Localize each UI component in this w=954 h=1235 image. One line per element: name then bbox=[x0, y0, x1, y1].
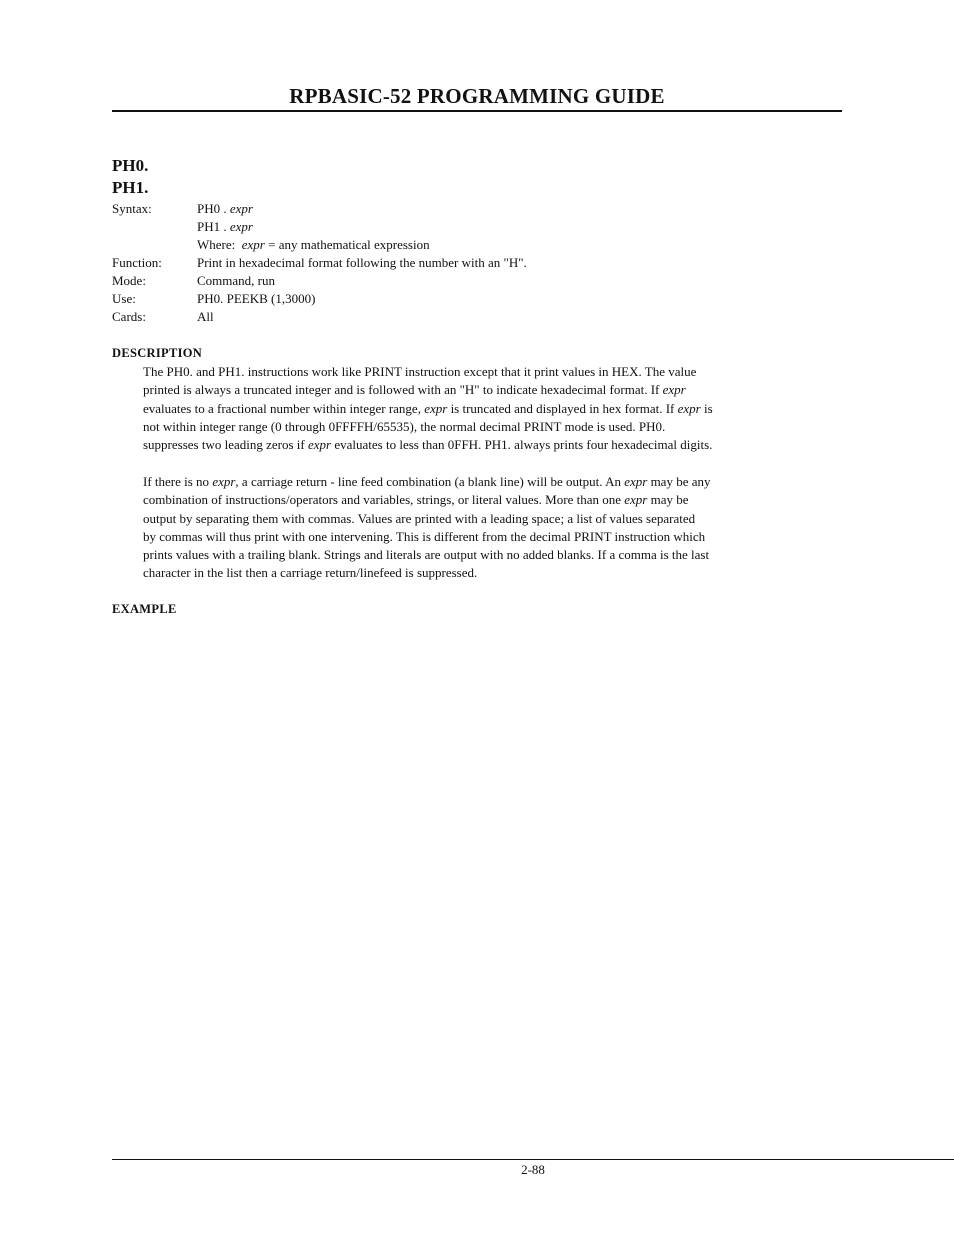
desc-p2-line1-text-a: If there is no bbox=[143, 474, 213, 489]
desc-p1-line3-expr-a: expr bbox=[424, 400, 448, 416]
description-paragraph-1 bbox=[143, 363, 843, 454]
syntax-ph1-command: PH1 . bbox=[197, 219, 230, 234]
desc-p2-line3: output by separating them with commas. Values are printed with a leading space; a list of values separated bbox=[143, 510, 696, 526]
syntax-where-line bbox=[197, 236, 430, 254]
syntax-ph0-command: PH0 . bbox=[197, 201, 230, 216]
desc-p1-line4: not within integer range (0 through 0FFFFH/65535), the normal decimal PRINT mode is used. PH0. bbox=[143, 418, 666, 434]
example-heading: EXAMPLE bbox=[112, 602, 177, 616]
syntax-ph0-argument: expr bbox=[229, 201, 253, 216]
desc-p2-line4: by commas will thus print with one intervening. This is different from the decimal PRINT instruction which bbox=[143, 528, 706, 544]
desc-p1-line1: The PH0. and PH1. instructions work like PRINT instruction except that it print values in HEX. The value bbox=[143, 364, 697, 379]
desc-p1-line2-expr: expr bbox=[662, 382, 686, 398]
desc-p1-line3-expr-b: expr bbox=[677, 400, 701, 416]
use-value: PH0. PEEKB (1,3000) bbox=[197, 291, 316, 306]
desc-p2-line2 bbox=[143, 491, 843, 509]
desc-p1-line3-text-a: evaluates to a fractional number within integer range, bbox=[143, 400, 425, 416]
where-prefix: Where: bbox=[197, 237, 242, 252]
desc-p1-line3-text-c: is bbox=[700, 400, 713, 416]
cards-label: Cards: bbox=[112, 309, 146, 324]
desc-p2-line2-text-a: combination of instructions/operators and variables, strings, or literal values. More than one bbox=[143, 492, 625, 508]
desc-p1-line2-text: printed is always a truncated integer and is followed with an "H" to indicate hexadecimal format. If bbox=[143, 382, 663, 398]
where-suffix: = any mathematical expression bbox=[264, 237, 430, 252]
desc-p1-line3-text-b: is truncated and displayed in hex format. If bbox=[447, 400, 678, 416]
command-name-ph1: PH1. bbox=[112, 178, 149, 197]
desc-p1-line5-text-b: evaluates to less than 0FFH. PH1. always prints four hexadecimal digits. bbox=[331, 437, 713, 453]
syntax-line-ph1 bbox=[197, 218, 253, 236]
desc-p2-line1 bbox=[143, 473, 843, 491]
desc-p1-line5 bbox=[143, 436, 843, 454]
page-number: 2-88 bbox=[521, 1162, 545, 1177]
desc-p1-line5-text-a: suppresses two leading zeros if bbox=[143, 437, 308, 453]
cards-value: All bbox=[197, 309, 214, 324]
command-name-ph0: PH0. bbox=[112, 156, 149, 175]
use-label: Use: bbox=[112, 291, 136, 306]
desc-p1-line3 bbox=[143, 400, 843, 418]
page-title: RPBASIC-52 PROGRAMMING GUIDE bbox=[289, 84, 665, 108]
desc-p2-line2-text-b: may be bbox=[647, 492, 689, 508]
header-divider bbox=[112, 110, 842, 112]
syntax-label: Syntax: bbox=[112, 201, 152, 216]
desc-p2-line6: character in the list then a carriage return/linefeed is suppressed. bbox=[143, 565, 478, 581]
desc-p2-line1-text-c: may be any bbox=[647, 474, 711, 489]
desc-p2-line2-expr: expr bbox=[624, 492, 648, 508]
desc-p2-line1-expr-a: expr bbox=[212, 474, 236, 489]
description-paragraph-2 bbox=[143, 473, 843, 583]
footer-divider bbox=[112, 1159, 954, 1160]
syntax-line-ph0 bbox=[197, 200, 253, 218]
desc-p2-line1-text-b: , a carriage return - line feed combination (a blank line) will be output. An bbox=[235, 474, 625, 489]
desc-p1-line5-expr: expr bbox=[308, 437, 332, 453]
desc-p2-line5: prints values with a trailing blank. Strings and literals are output with no added blanks. If a comma is the last bbox=[143, 547, 710, 563]
function-label: Function: bbox=[112, 255, 162, 270]
mode-label: Mode: bbox=[112, 273, 146, 288]
syntax-ph1-argument: expr bbox=[229, 219, 253, 234]
mode-value: Command, run bbox=[197, 273, 275, 288]
description-heading: DESCRIPTION bbox=[112, 346, 203, 360]
where-argument: expr bbox=[241, 237, 265, 252]
function-value: Print in hexadecimal format following the number with an "H". bbox=[197, 255, 527, 270]
desc-p2-line1-expr-b: expr bbox=[624, 474, 648, 489]
desc-p1-line2 bbox=[143, 381, 843, 399]
